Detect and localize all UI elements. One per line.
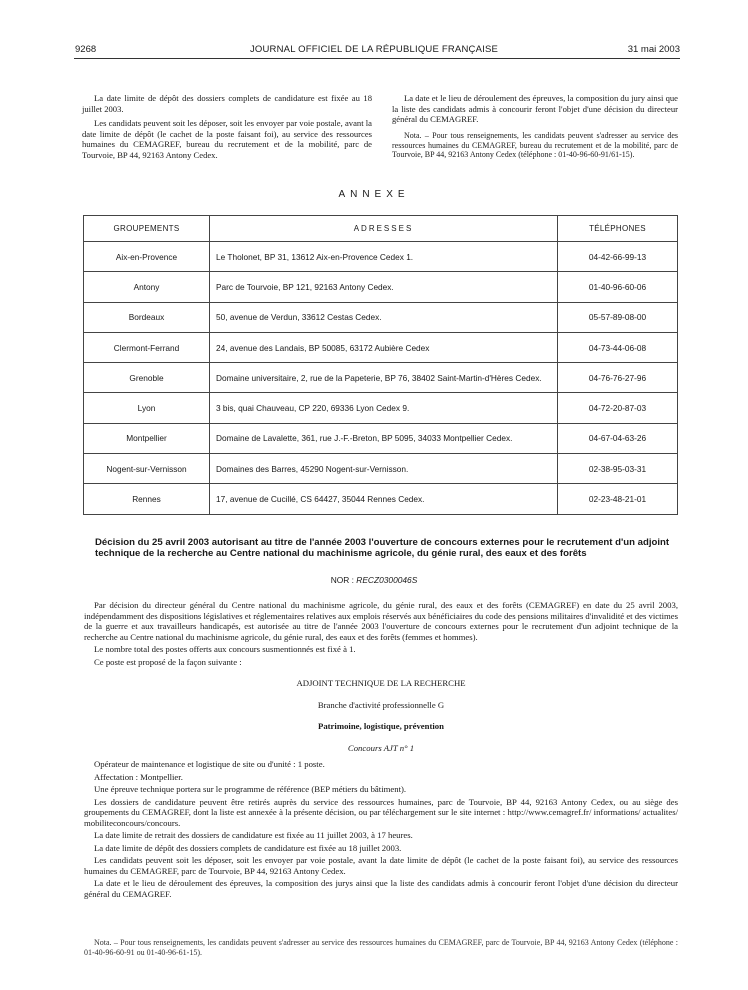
intro-right-column	[392, 93, 678, 164]
annexe-row	[84, 454, 678, 484]
publication-date: 31 mai 2003	[627, 44, 680, 55]
intro-left-column	[82, 93, 372, 165]
decision-note-text: Nota. – Pour tous renseignements, les candidats peuvent s'adresser au service des ressources humaines du CEMAGREF, parc de Tourvoie, BP 44, 92163 Antony Cedex (téléphone : 01-40-96-60-91 ou 01-40-96-61-15).	[84, 938, 678, 957]
header-rule	[74, 58, 680, 59]
journal-title: JOURNAL OFFICIEL DE LA RÉPUBLIQUE FRANÇAISE	[249, 44, 499, 55]
page-number: 9268	[75, 44, 97, 55]
cell-adresse: Parc de Tourvoie, BP 121, 92163 Antony Cedex.	[210, 272, 558, 302]
section-heading-adjoint: ADJOINT TECHNIQUE DE LA RECHERCHE	[296, 678, 466, 688]
cell-telephone: 04-67-04-63-26	[558, 423, 678, 453]
cell-telephone: 04-76-76-27-96	[558, 363, 678, 393]
cell-groupement: Rennes	[84, 484, 210, 514]
nor-value: RECZ0300046S	[356, 575, 418, 585]
annexe-row	[84, 302, 678, 332]
decision-paragraph: Les dossiers de candidature peuvent être retirés auprès du service des ressources humaines, parc de Tourvoie, BP 44, 92163 Antony Cedex, ou au siège des groupements du CEMAGREF, dont la liste est annexée à la présente décision, ou par téléchargement sur le site internet : http://www.cemagref.fr/ informations/ actualites/ mobiliteconcours/concours.	[84, 796, 678, 828]
intro-right-note: Nota. – Pour tous renseignements, les candidats peuvent s'adresser au service des ressources humaines du CEMAGREF, bureau du recrutement et de la mobilité, parc de Tourvoie, BP 44, 92163 Antony Cedex (téléphone : 01-40-96-60-91/61-15).	[392, 130, 678, 160]
decision-title: Décision du 25 avril 2003 autorisant au titre de l'année 2003 l'ouverture de concours externes pour le recrutement d'un adjoint technique de la recherche au Centre national du machinisme agricole, du génie rural, des eaux et des forêts	[95, 537, 670, 559]
cell-groupement: Lyon	[84, 393, 210, 423]
annexe-row	[84, 332, 678, 362]
section-heading-branche: Branche d'activité professionnelle G	[317, 699, 445, 710]
cell-telephone: 05-57-89-08-00	[558, 302, 678, 332]
decision-paragraph: La date limite de retrait des dossiers de candidature est fixée au 11 juillet 2003, à 17 heures.	[94, 830, 413, 840]
annexe-row	[84, 484, 678, 514]
decision-note	[84, 938, 678, 957]
decision-paragraph: La date et le lieu de déroulement des épreuves, la composition des jurys ainsi que la liste des candidats admis à concourir feront l'objet d'une décision du directeur général du CEMAGREF.	[84, 878, 678, 899]
decision-paragraph: Ce poste est proposé de la façon suivante :	[94, 656, 242, 667]
annexe-row	[84, 423, 678, 453]
cell-adresse: 50, avenue de Verdun, 33612 Cestas Cedex.	[210, 302, 558, 332]
cell-telephone: 04-72-20-87-03	[558, 393, 678, 423]
decision-paragraph: Les candidats peuvent soit les déposer, soit les envoyer par voie postale, avant la date limite de dépôt (le cachet de la poste faisant foi), au service des ressources humaines du CEMAGREF, parc de Tourvoie, BP 44, 92163 Antony Cedex.	[84, 855, 678, 876]
header-groupements: GROUPEMENTS	[84, 216, 210, 242]
decision-paragraph: Affectation : Montpellier.	[94, 771, 183, 782]
section-heading-patrimoine: Patrimoine, logistique, prévention	[318, 721, 444, 731]
header-adresses: ADRESSES	[210, 216, 558, 242]
section-heading-concours: Concours AJT n° 1	[347, 742, 415, 753]
decision-paragraph: Le nombre total des postes offerts aux concours susmentionnés est fixé à 1.	[94, 644, 356, 654]
cell-adresse: Le Tholonet, BP 31, 13612 Aix-en-Provence Cedex 1.	[210, 242, 558, 272]
intro-right-paragraph: La date et le lieu de déroulement des épreuves, la composition du jury ainsi que la liste des candidats admis à concourir feront l'objet d'une décision du directeur général du CEMAGREF.	[392, 93, 678, 125]
decision-paragraph: La date limite de dépôt des dossiers complets de candidature est fixée au 18 juillet 2003.	[94, 842, 402, 853]
decision-paragraph: Par décision du directeur général du Centre national du machinisme agricole, du génie rural, des eaux et des forêts (CEMAGREF) en date du 25 avril 2003, indépendamment des dispositions législatives et réglementaires relatives aux emplois réservés aux bénéficiaires du code des pensions militaires d'invalidité et des victimes de la guerre et aux travailleurs handicapés, est autorisée au titre de l'année 2003 l'ouverture de concours externes pour le recrutement d'un adjoint technique de la recherche au Centre national du machinisme agricole, du génie rural, des eaux et des forêts (femmes et hommes).	[84, 600, 678, 642]
cell-groupement: Aix-en-Provence	[84, 242, 210, 272]
cell-telephone: 04-42-66-99-13	[558, 242, 678, 272]
cell-groupement: Bordeaux	[84, 302, 210, 332]
annexe-row	[84, 393, 678, 423]
cell-adresse: 3 bis, quai Chauveau, CP 220, 69336 Lyon Cedex 9.	[210, 393, 558, 423]
cell-groupement: Nogent-sur-Vernisson	[84, 454, 210, 484]
intro-left-paragraph: La date limite de dépôt des dossiers complets de candidature est fixée au 18 juillet 2003.	[82, 93, 372, 114]
cell-adresse: Domaine universitaire, 2, rue de la Papeterie, BP 76, 38402 Saint-Martin-d'Hères Cedex.	[210, 363, 558, 393]
annexe-table	[83, 215, 678, 515]
cell-adresse: Domaines des Barres, 45290 Nogent-sur-Vernisson.	[210, 454, 558, 484]
decision-paragraph: Une épreuve technique portera sur le programme de référence (BEP métiers du bâtiment).	[94, 784, 407, 794]
intro-left-paragraph: Les candidats peuvent soit les déposer, soit les envoyer par voie postale, avant la date limite de dépôt (le cachet de la poste faisant foi), au service des ressources humaines du CEMAGREF, bureau du recrutement et de la mobilité, parc de Tourvoie, BP 44, 92163 Antony Cedex.	[82, 118, 372, 160]
cell-groupement: Antony	[84, 272, 210, 302]
annexe-row	[84, 363, 678, 393]
decision-paragraph: Opérateur de maintenance et logistique de site ou d'unité : 1 poste.	[94, 759, 325, 769]
cell-telephone: 02-38-95-03-31	[558, 454, 678, 484]
cell-groupement: Montpellier	[84, 423, 210, 453]
annexe-row	[84, 272, 678, 302]
cell-adresse: 24, avenue des Landais, BP 50085, 63172 Aubière Cedex	[210, 332, 558, 362]
cell-adresse: 17, avenue de Cucillé, CS 64427, 35044 Rennes Cedex.	[210, 484, 558, 514]
cell-telephone: 04-73-44-06-08	[558, 332, 678, 362]
cell-groupement: Clermont-Ferrand	[84, 332, 210, 362]
nor-label: NOR :	[330, 575, 354, 585]
annexe-row	[84, 242, 678, 272]
cell-adresse: Domaine de Lavalette, 361, rue J.-F.-Breton, BP 5095, 34033 Montpellier Cedex.	[210, 423, 558, 453]
annexe-title: ANNEXE	[338, 189, 410, 200]
nor-reference	[0, 575, 748, 585]
decision-body	[84, 600, 678, 901]
header-telephones: TÉLÉPHONES	[558, 216, 678, 242]
cell-groupement: Grenoble	[84, 363, 210, 393]
cell-telephone: 02-23-48-21-01	[558, 484, 678, 514]
annexe-header-row	[84, 216, 678, 242]
cell-telephone: 01-40-96-60-06	[558, 272, 678, 302]
